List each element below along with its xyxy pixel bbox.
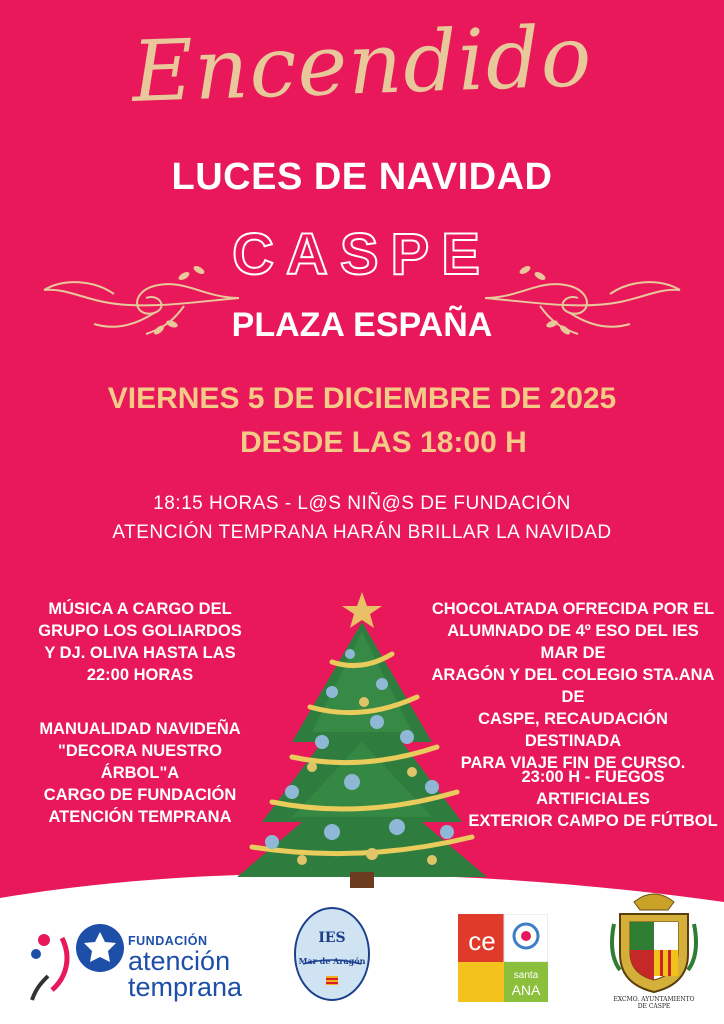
script-title: Encendido — [130, 6, 594, 122]
ayuntamiento-line: DE CASPE — [637, 1003, 671, 1010]
music-line: GRUPO LOS GOLIARDOS — [38, 622, 242, 640]
kids-note-line: ATENCIÓN TEMPRANA HARÁN BRILLAR LA NAVIDAD — [112, 522, 612, 543]
kids-note-line: 18:15 HORAS - L@S NIÑ@S DE FUNDACIÓN — [153, 493, 571, 514]
chocolate-line: ARAGÓN Y DEL COLEGIO STA.ANA DE — [431, 666, 715, 706]
coat-of-arms-icon — [606, 884, 702, 996]
craft-line: MANUALIDAD NAVIDEÑA — [39, 720, 241, 738]
craft-line: "DECORA NUESTRO ÁRBOL"A — [58, 742, 222, 782]
craft-block — [30, 718, 250, 828]
fundacion-small-label: FUNDACIÓN — [128, 934, 208, 948]
chocolate-line: CASPE, RECAUDACIÓN DESTINADA — [478, 710, 668, 750]
event-time: DESDE LAS 18:00 H — [240, 426, 527, 459]
chocolate-line: ALUMNADO DE 4º ESO DEL IES MAR DE — [447, 622, 699, 662]
fundacion-logo — [22, 918, 252, 1008]
ies-logo — [293, 906, 371, 1002]
ies-name: Mar de Aragón — [298, 956, 366, 966]
chocolate-line: CHOCOLATADA OFRECIDA POR EL — [431, 600, 715, 618]
kids-note — [0, 489, 724, 547]
fireworks-line: EXTERIOR CAMPO DE FÚTBOL — [468, 812, 718, 830]
chocolate-line: PARA VIAJE FIN DE CURSO. — [460, 754, 686, 772]
fireworks-block — [468, 766, 718, 832]
ayuntamiento-line: EXCMO. AYUNTAMIENTO — [613, 996, 695, 1003]
ayuntamiento-logo — [606, 884, 702, 1012]
place-title: PLAZA ESPAÑA — [231, 306, 493, 344]
christmas-tree-icon — [232, 592, 492, 892]
town-title: CASPE — [232, 222, 492, 287]
fundacion-name-line1: atención — [128, 946, 231, 976]
music-line: MÚSICA A CARGO DEL — [48, 600, 232, 618]
event-date: VIERNES 5 DE DICIEMBRE DE 2025 — [107, 382, 617, 415]
santa-ana-ana: ANA — [511, 982, 541, 998]
ayuntamiento-caption — [606, 996, 702, 1010]
music-line: 22:00 HORAS — [86, 666, 194, 684]
music-line: Y DJ. OLIVA HASTA LAS — [44, 644, 236, 662]
fundacion-name-line2: temprana — [128, 972, 243, 1002]
subtitle: LUCES DE NAVIDAD — [171, 156, 553, 198]
ies-title: IES — [318, 930, 346, 946]
fundacion-symbol-icon — [22, 918, 126, 1008]
music-block — [30, 598, 250, 686]
ies-badge-icon — [293, 906, 371, 1002]
santa-ana-ce: ce — [468, 926, 496, 956]
santa-ana-logo — [458, 914, 548, 1002]
santa-ana-santa: santa — [513, 970, 539, 981]
fireworks-line: 23:00 H - FUEGOS ARTIFICIALES — [521, 768, 665, 808]
craft-line: ATENCIÓN TEMPRANA — [48, 808, 232, 826]
craft-line: CARGO DE FUNDACIÓN — [43, 786, 237, 804]
